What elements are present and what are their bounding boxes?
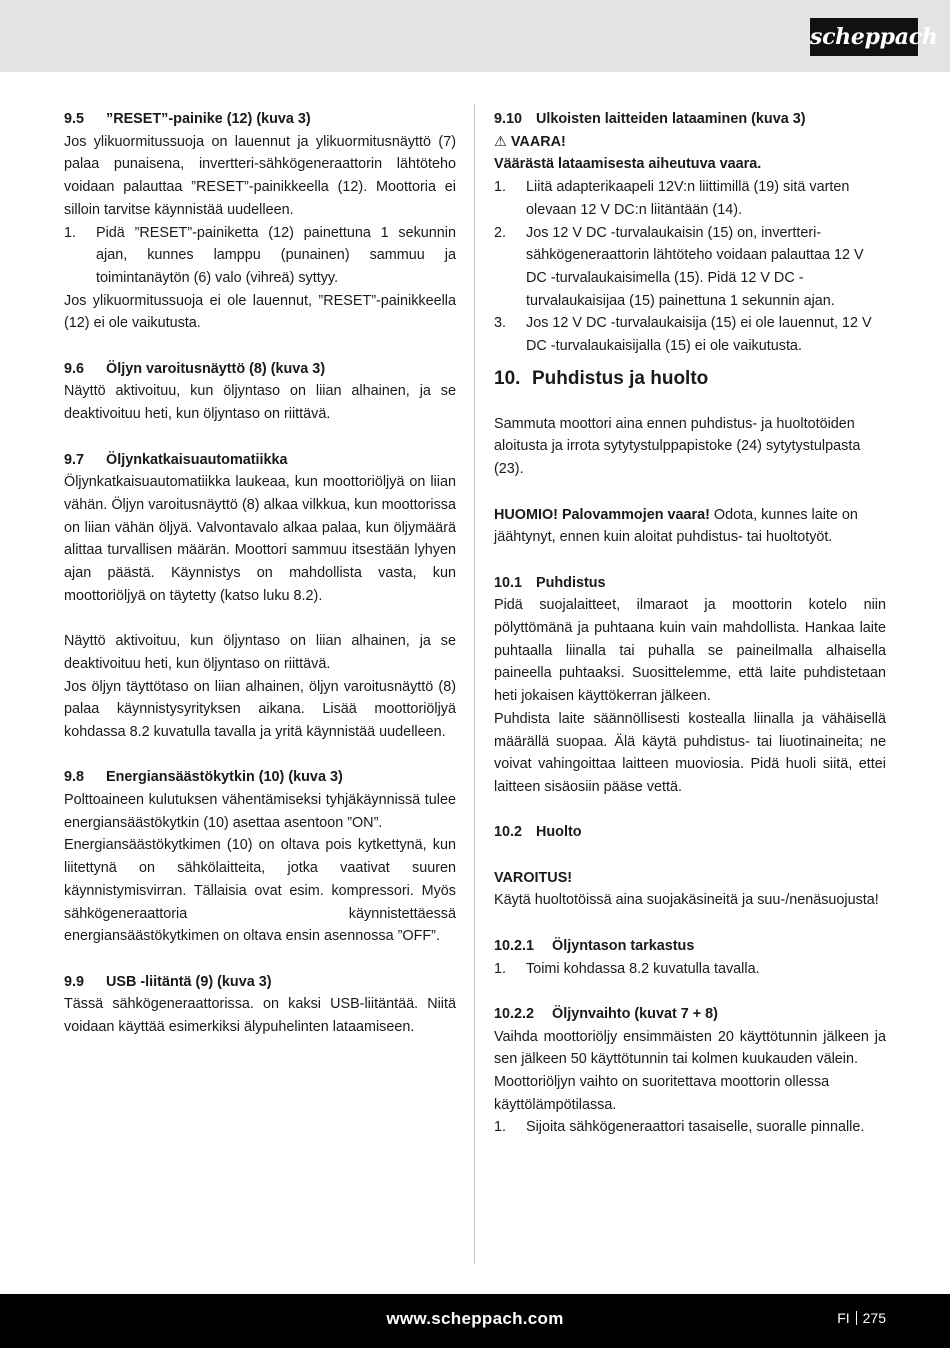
warning-triangle-icon: ⚠	[494, 133, 507, 150]
list-item: 1. Sijoita sähkögeneraattori tasaiselle, suoralle pinnalle.	[494, 1119, 865, 1136]
paragraph: HUOMIO! Palovammojen vaara! Odota, kunnes laite on jäähtynyt, ennen kuin aloitat puhdistus- tai huoltotyöt.	[494, 506, 858, 546]
step-list	[64, 222, 456, 290]
paragraph: Tässä sähkögeneraattorissa. on kaksi USB-liitäntää. Niitä voidaan käyttää esimerkiksi älypuhelinten lataamiseen.	[64, 996, 456, 1036]
warning-label: VAROITUS!	[494, 869, 573, 886]
list-item: 1. Toimi kohdassa 8.2 kuvatulla tavalla.	[494, 960, 760, 977]
paragraph: Energiansäästökytkimen (10) on oltava pois kytkettynä, kun liitettynä on sähkölaitteita, jotka vaativat suuren käynnistymisvirran. Tällaisia ovat esim. kompressori. Myös sähkögeneraattoria käynnistettäessä energiansäästökytkimen on oltava ensin asennossa ”OFF”.	[64, 837, 456, 945]
footer-bar	[0, 1294, 950, 1348]
paragraph: Sammuta moottori aina ennen puhdistus- ja huoltotöiden aloitusta ja irrota sytytystulppapistoke (24) sytytystulpasta (23).	[494, 415, 861, 478]
section-heading: 9.6 Öljyn varoitusnäyttö (8) (kuva 3)	[64, 360, 326, 377]
brand-logo: scheppach	[810, 18, 918, 56]
list-item: 2. Jos 12 V DC -turvalaukaisin (15) on, invertteri-sähkögeneraattorin lähtöteho voidaan palauttaa 12 V DC -turvalaukaisimella (15). Pidä 12 V DC -turvalaukaisijaa (15) painettuna 1 sekunnin ajan.	[494, 224, 864, 309]
website-link[interactable]: www.scheppach.com	[386, 1309, 564, 1328]
list-item: 3. Jos 12 V DC -turvalaukaisija (15) ei ole lauennut, 12 V DC -turvalaukaisijalla (15) ei ole vaikutusta.	[494, 315, 872, 355]
paragraph: Jos öljyn täyttötaso on liian alhainen, öljyn varoitusnäyttö (8) palaa käynnistysyrityksen aikana. Lisää moottoriöljyä kohdassa 8.2 kuvatulla tavalla ja yritä käynnistää uudelleen.	[64, 678, 456, 740]
paragraph: Moottoriöljyn vaihto on suoritettava moottorin ollessa käyttölämpötilassa.	[494, 1074, 830, 1113]
paragraph: Puhdista laite säännöllisesti kostealla liinalla ja vähäisellä määrällä suopaa. Älä käytä puhdistus- tai liuotinaineita; ne voivat vahingoittaa laitteen muoviosia. Pidä huoli siitä, ettei laitteen sisäosiin pääse vettä.	[494, 710, 886, 795]
step-list	[494, 176, 886, 358]
section-heading: 10.2.1 Öljyntason tarkastus	[494, 937, 695, 954]
list-item: 1. Pidä ”RESET”-painiketta (12) painettuna 1 sekunnin ajan, kunnes lamppu (punainen) sammuu ja toimintanäytön (6) valo (vihreä) syttyy.	[64, 224, 456, 286]
paragraph: Jos ylikuormitussuoja ei ole lauennut, ”RESET”-painikkeella (12) ei ole vaikutusta.	[64, 292, 456, 332]
section-heading: 10.2.2 Öljynvaihto (kuvat 7 + 8)	[494, 1005, 718, 1022]
paragraph: Pidä suojalaitteet, ilmaraot ja moottorin kotelo niin pölyttömänä ja puhtaana kuin vain mahdollista. Hankaa laite puhtaalla liinalla tai puhalla se paineilmalla alhaisella paineella puhtaaksi. Suosittelemme, että laite puhdistetaan heti jokaisen käyttökerran jälkeen.	[494, 597, 886, 705]
chapter-title: 10. Puhdistus ja huolto	[494, 367, 709, 389]
paragraph: Jos ylikuormitussuoja on lauennut ja ylikuormitusnäyttö (7) palaa punaisena, invertteri-sähkögeneraattorin lähtöteho voidaan palauttaa ”RESET”-painikkeella (12). Moottoria ei silloin tarvitse käynnistää uudelleen.	[64, 133, 456, 218]
paragraph: Käytä huoltotöissä aina suojakäsineitä ja suu-/nenäsuojusta!	[494, 892, 879, 909]
column-divider	[474, 104, 475, 1264]
paragraph: Polttoaineen kulutuksen vähentämiseksi tyhjäkäynnissä tulee energiansäästökytkin (10) asettaa asentoon ”ON”.	[64, 792, 456, 831]
warning-text: Väärästä lataamisesta aiheutuva vaara.	[494, 156, 762, 173]
page-number: 275	[862, 1310, 886, 1326]
separator	[856, 1311, 857, 1325]
step-list	[494, 958, 886, 981]
page-indicator: FI 275	[837, 1310, 886, 1326]
list-item: 1. Liitä adapterikaapeli 12V:n liittimillä (19) sitä varten olevaan 12 V DC:n liitäntään (14).	[494, 179, 850, 218]
paragraph: Näyttö aktivoituu, kun öljyntaso on liian alhainen, ja se deaktivoituu heti, kun öljyntaso on riittävä.	[64, 633, 456, 672]
header-band	[0, 0, 950, 72]
paragraph: Vaihda moottoriöljy ensimmäisten 20 käyttötunnin jälkeen ja sen jälkeen 50 käyttötunnin tai kolmen kuukauden välein.	[494, 1028, 886, 1068]
warning-line: ⚠ VAARA!	[494, 133, 566, 150]
section-heading: 9.5 ”RESET”-painike (12) (kuva 3)	[64, 111, 311, 127]
paragraph: Öljynkatkaisuautomatiikka laukeaa, kun moottoriöljyä on liian vähän. Öljyn varoitusnäyttö (8) alkaa vilkkua, kun moottorissa on liian vähän öljyä. Valvontavalo alkaa palaa, kun öljymäärä alittaa turvallisen määrän. Moottori sammuu itsestään lyhyen ajan päästä. Käynnistys on mahdollista vasta, kun moottoriöljyä on täytetty (katso luku 8.2).	[64, 474, 456, 604]
left-column	[64, 108, 456, 1039]
step-list	[494, 1116, 886, 1139]
section-heading: 9.10 Ulkoisten laitteiden lataaminen (kuva 3)	[494, 111, 806, 127]
section-heading: 10.1 Puhdistus	[494, 574, 606, 591]
section-heading: 9.7 Öljynkatkaisuautomatiikka	[64, 451, 288, 468]
section-heading: 9.8 Energiansäästökytkin (10) (kuva 3)	[64, 769, 343, 786]
section-heading: 10.2 Huolto	[494, 824, 582, 841]
paragraph: Näyttö aktivoituu, kun öljyntaso on liian alhainen, ja se deaktivoituu heti, kun öljyntaso on riittävä.	[64, 383, 456, 423]
section-heading: 9.9 USB -liitäntä (9) (kuva 3)	[64, 973, 272, 990]
right-column	[494, 108, 886, 1139]
